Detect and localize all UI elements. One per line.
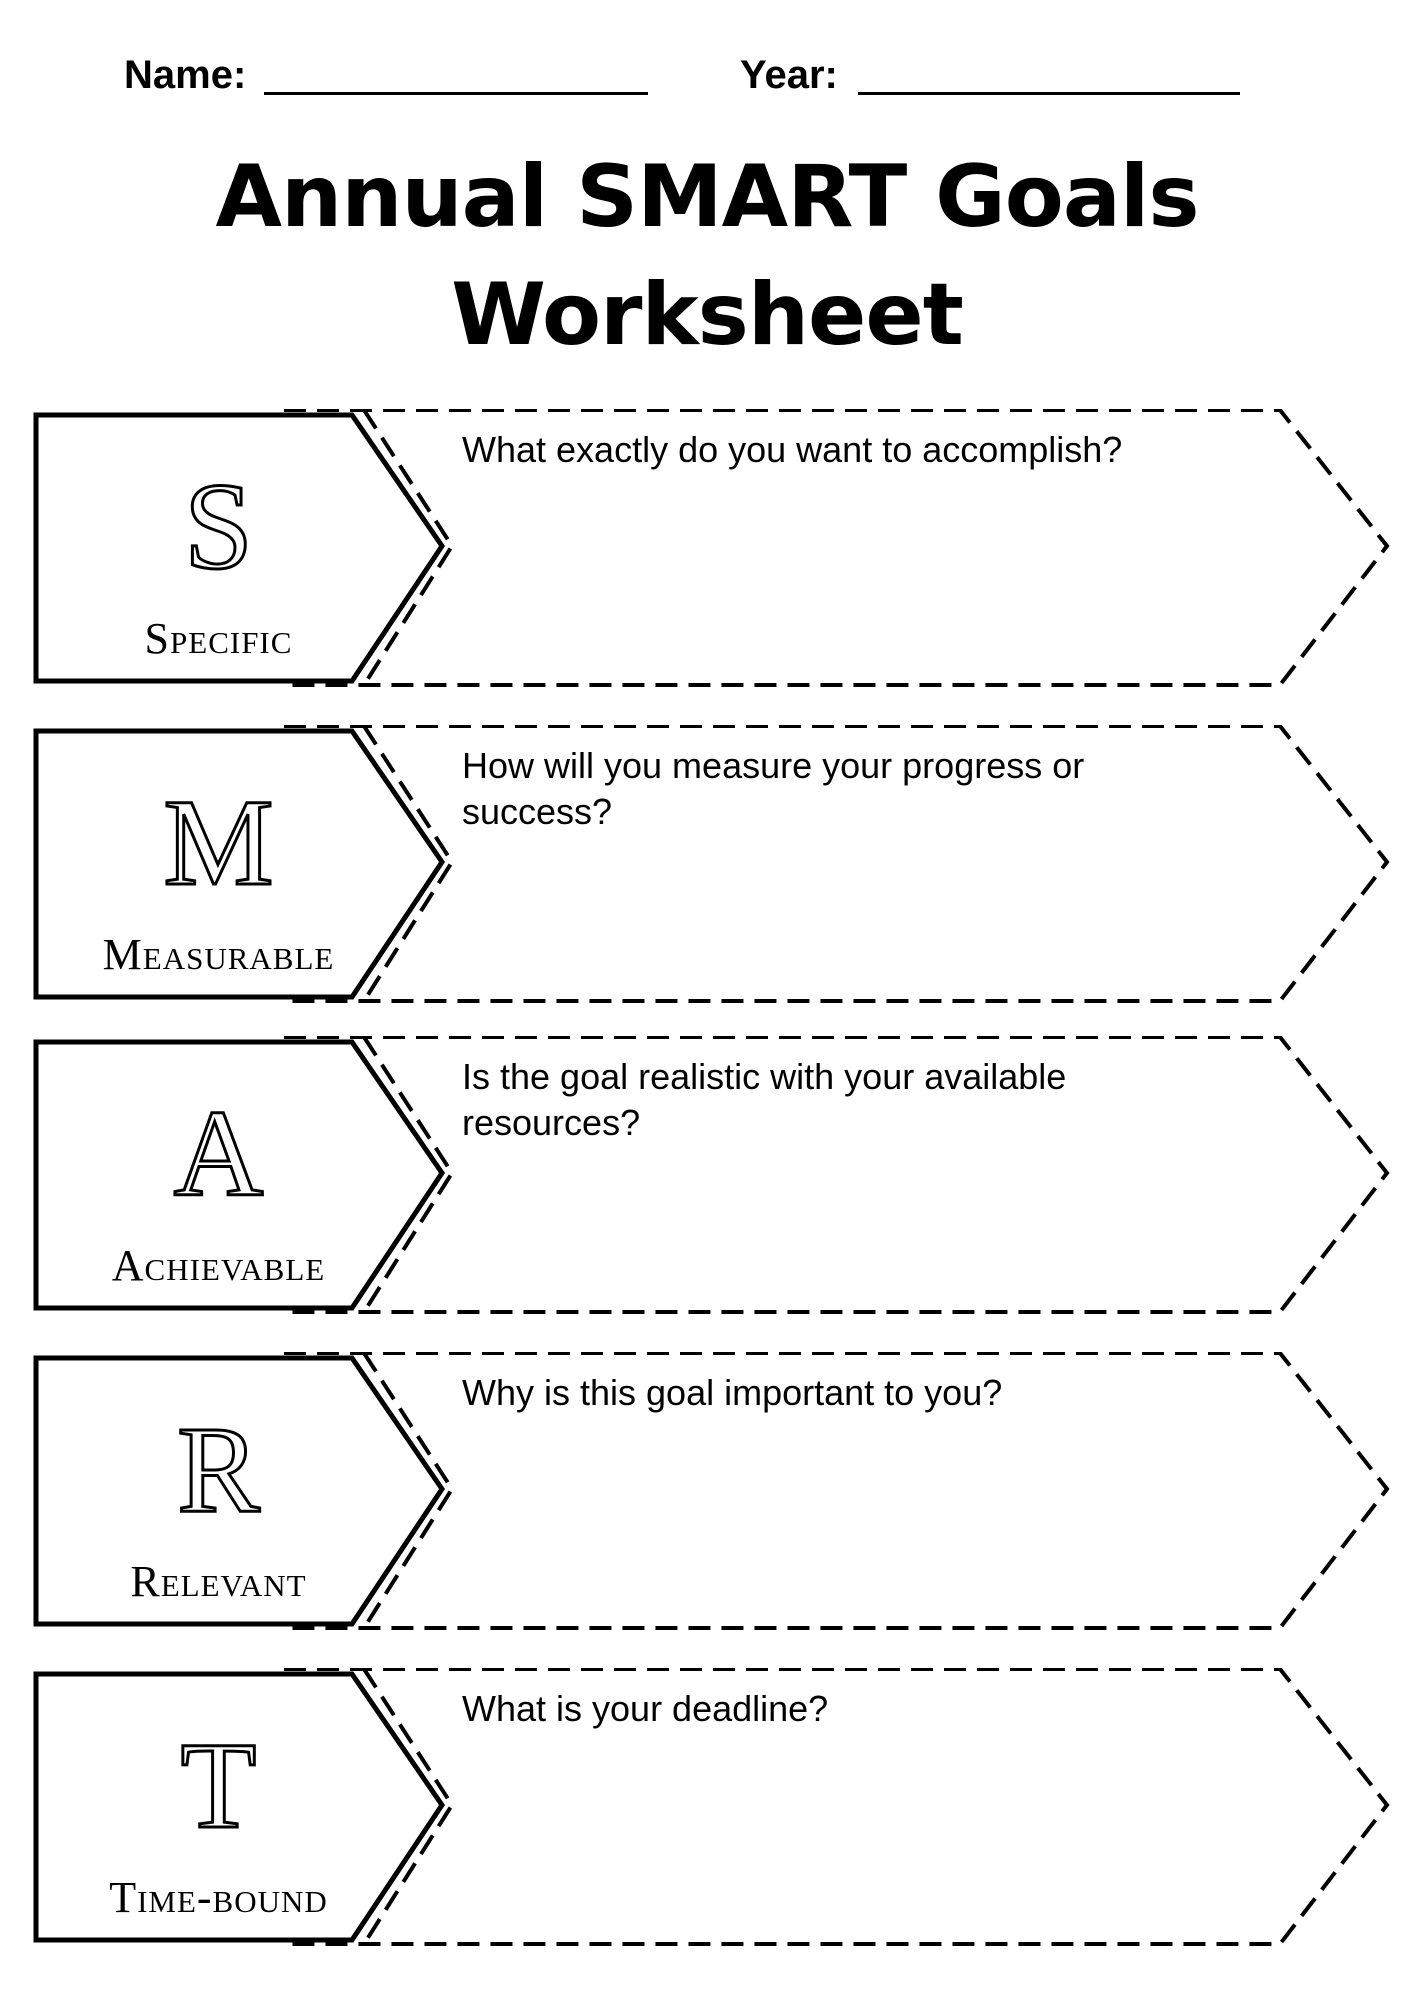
smart-row-a (0, 1036, 1414, 1314)
year-label: Year: (740, 53, 838, 97)
question-text: Is the goal realistic with your available resources? (462, 1056, 1067, 1143)
letter-glyph: S (184, 458, 253, 595)
letter-glyph: M (163, 774, 274, 911)
letter-glyph: T (180, 1717, 257, 1854)
letter-glyph: A (173, 1085, 264, 1222)
question-text: Why is this goal important to you? (462, 1372, 1003, 1413)
name-field[interactable] (264, 92, 648, 95)
question-text: How will you measure your progress or success? (462, 745, 1085, 832)
criterion-label: Relevant (130, 1557, 307, 1606)
name-label: Name: (124, 53, 247, 97)
year-field[interactable] (858, 92, 1240, 95)
question-text: What is your deadline? (462, 1688, 829, 1729)
page-title (0, 138, 1414, 374)
criterion-label: Achievable (111, 1241, 326, 1290)
page-title-line-1: Annual SMART Goals (215, 147, 1199, 247)
criterion-label: Measurable (102, 930, 335, 979)
smart-row-m (0, 725, 1414, 1003)
letter-glyph: R (177, 1401, 260, 1538)
header-fields (0, 48, 1414, 108)
criterion-label: Specific (144, 614, 293, 663)
smart-row-r (0, 1352, 1414, 1630)
smart-row-s (0, 409, 1414, 687)
page-title-line-2: Worksheet (451, 265, 963, 365)
smart-row-t (0, 1668, 1414, 1946)
criterion-label: Time-bound (109, 1873, 328, 1922)
question-text: What exactly do you want to accomplish? (462, 429, 1123, 470)
